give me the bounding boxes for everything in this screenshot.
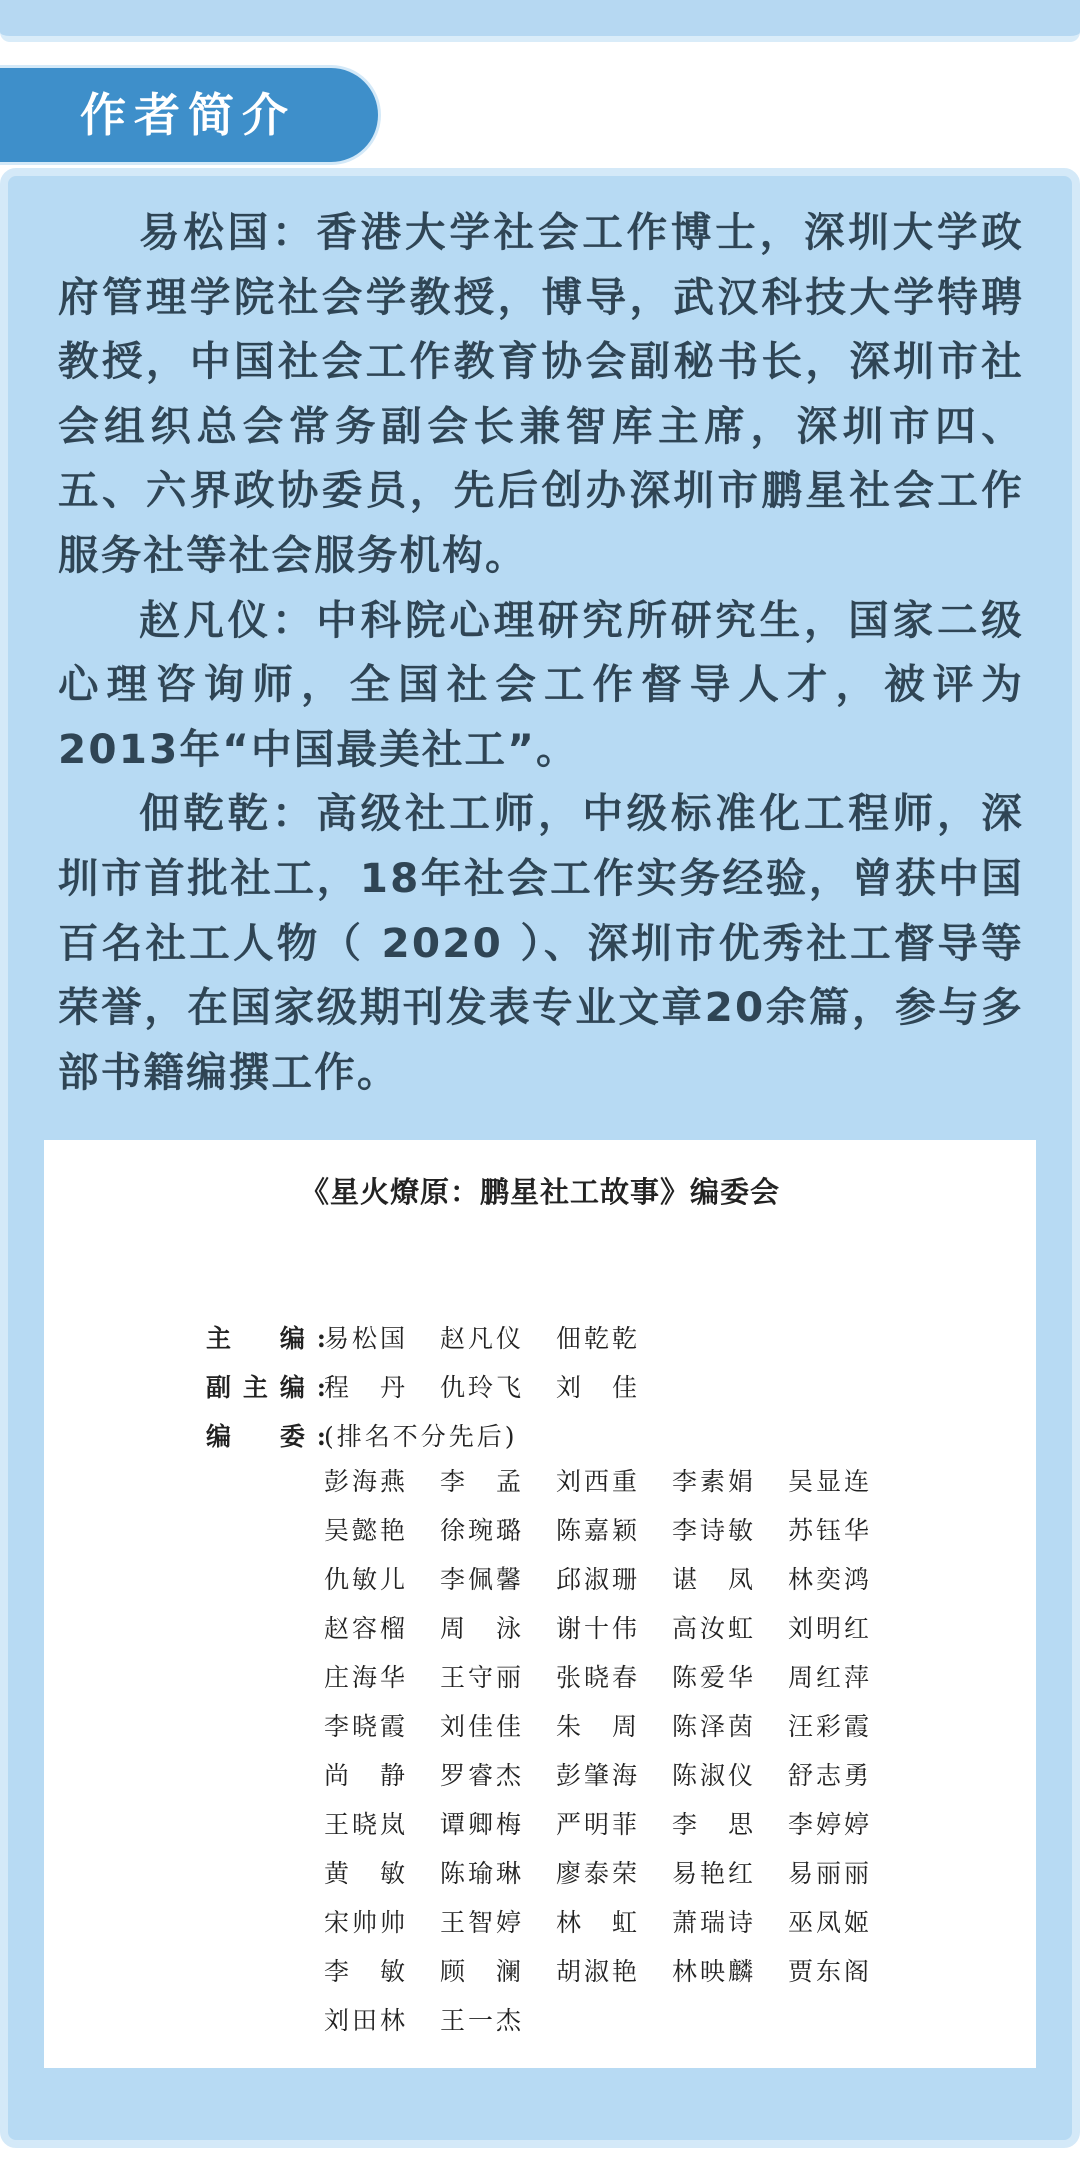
deputy-editor-label: 副主编: xyxy=(206,1373,326,1402)
member-name: 陈嘉颖 xyxy=(556,1516,641,1545)
member-name: 王智婷 xyxy=(440,1908,525,1937)
member-row xyxy=(324,1805,904,1854)
member-name: 邱淑珊 xyxy=(556,1565,641,1594)
member-name: 谢十伟 xyxy=(556,1614,641,1643)
top-decorative-strip xyxy=(0,0,1080,38)
member-row xyxy=(324,1511,904,1560)
member-row xyxy=(324,1462,904,1511)
members-order-note: (排名不分先后) xyxy=(324,1422,518,1451)
deputy-editor-name: 刘 佳 xyxy=(556,1373,641,1402)
member-name: 谭卿梅 xyxy=(440,1810,525,1839)
member-name: 舒志勇 xyxy=(788,1761,873,1790)
member-name: 林映麟 xyxy=(672,1957,757,1986)
member-name: 仇敏儿 xyxy=(324,1565,409,1594)
member-name: 王晓岚 xyxy=(324,1810,409,1839)
member-row xyxy=(324,2001,904,2050)
member-name: 罗睿杰 xyxy=(440,1761,525,1790)
member-name: 易丽丽 xyxy=(788,1859,873,1888)
member-name: 彭海燕 xyxy=(324,1467,409,1496)
member-name: 廖泰荣 xyxy=(556,1859,641,1888)
member-name: 李 敏 xyxy=(324,1957,409,1986)
members-label: 编 委: xyxy=(206,1422,326,1451)
member-grid xyxy=(324,1462,904,2050)
member-name: 李晓霞 xyxy=(324,1712,409,1741)
member-name: 张晓春 xyxy=(556,1663,641,1692)
member-name: 顾 澜 xyxy=(440,1957,525,1986)
member-row xyxy=(324,1952,904,2001)
member-name: 林 虹 xyxy=(556,1908,641,1937)
member-row xyxy=(324,1756,904,1805)
member-name: 陈淑仪 xyxy=(672,1761,757,1790)
committee-scan xyxy=(44,1140,1036,2068)
committee-title: 《星火燎原：鹏星社工故事》编委会 xyxy=(299,1175,780,1209)
member-name: 林奕鸿 xyxy=(788,1565,873,1594)
member-name: 刘明红 xyxy=(788,1614,873,1643)
member-name: 刘西重 xyxy=(556,1467,641,1496)
member-name: 徐琬璐 xyxy=(440,1516,525,1545)
member-name: 谌 凤 xyxy=(672,1565,757,1594)
chief-editor-name: 易松国 xyxy=(324,1324,409,1353)
member-name: 李 思 xyxy=(672,1810,757,1839)
bio-paragraph-zhao: 赵凡仪：中科院心理研究所研究生，国家二级心理咨询师，全国社会工作督导人才，被评为2013年“中国最美社工”。 xyxy=(58,595,1024,773)
member-row xyxy=(324,1903,904,1952)
chief-editor-name: 佃乾乾 xyxy=(556,1324,641,1353)
member-name: 王一杰 xyxy=(440,2006,525,2035)
member-row xyxy=(324,1854,904,1903)
chief-editor-row xyxy=(324,1319,672,1359)
member-name: 李素娟 xyxy=(672,1467,757,1496)
member-name: 宋帅帅 xyxy=(324,1908,409,1937)
member-name: 李佩馨 xyxy=(440,1565,525,1594)
member-name: 李婷婷 xyxy=(788,1810,873,1839)
member-name: 胡淑艳 xyxy=(556,1957,641,1986)
deputy-editor-name: 程 丹 xyxy=(324,1373,409,1402)
member-name: 王守丽 xyxy=(440,1663,525,1692)
member-name: 易艳红 xyxy=(672,1859,757,1888)
member-name: 吴懿艳 xyxy=(324,1516,409,1545)
member-name: 陈泽茵 xyxy=(672,1712,757,1741)
member-name: 刘田林 xyxy=(324,2006,409,2035)
member-name: 陈爱华 xyxy=(672,1663,757,1692)
member-name: 李诗敏 xyxy=(672,1516,757,1545)
member-name: 萧瑞诗 xyxy=(672,1908,757,1937)
member-name: 苏钰华 xyxy=(788,1516,873,1545)
member-name: 朱 周 xyxy=(556,1712,641,1741)
member-name: 黄 敏 xyxy=(324,1859,409,1888)
bio-paragraph-dian: 佃乾乾：高级社工师，中级标准化工程师，深圳市首批社工，18年社会工作实务经验，曾获中国百名社工人物（ 2020 ）、深圳市优秀社工督导等荣誉，在国家级期刊发表专业文章20余篇，参与多部书籍编撰工作。 xyxy=(58,789,1024,1096)
section-title-tab: 作者简介 xyxy=(0,68,378,162)
top-panel-edge xyxy=(0,0,1080,42)
member-name: 刘佳佳 xyxy=(440,1712,525,1741)
member-name: 贾东阁 xyxy=(788,1957,873,1986)
member-name: 尚 静 xyxy=(324,1761,409,1790)
member-row xyxy=(324,1560,904,1609)
member-name: 周 泳 xyxy=(440,1614,525,1643)
member-name: 赵容榴 xyxy=(324,1614,409,1643)
member-name: 巫凤姬 xyxy=(788,1908,873,1937)
bio-paragraph-yi: 易松国：香港大学社会工作博士，深圳大学政府管理学院社会学教授，博导，武汉科技大学特聘教授，中国社会工作教育协会副秘书长，深圳市社会组织总会常务副会长兼智库主席，深圳市四、五、六界政协委员，先后创办深圳市鹏星社会工作服务社等社会服务机构。 xyxy=(58,208,1024,579)
deputy-editor-name: 仇玲飞 xyxy=(440,1373,525,1402)
member-name: 吴显连 xyxy=(788,1467,873,1496)
member-row xyxy=(324,1609,904,1658)
member-row xyxy=(324,1658,904,1707)
member-name: 李 孟 xyxy=(440,1467,525,1496)
member-name: 高汝虹 xyxy=(672,1614,757,1643)
member-name: 庄海华 xyxy=(324,1663,409,1692)
chief-editor-name: 赵凡仪 xyxy=(440,1324,525,1353)
member-name: 汪彩霞 xyxy=(788,1712,873,1741)
deputy-editor-row xyxy=(324,1368,672,1408)
member-name: 陈瑜琳 xyxy=(440,1859,525,1888)
member-name: 周红萍 xyxy=(788,1663,873,1692)
member-row xyxy=(324,1707,904,1756)
member-name: 严明菲 xyxy=(556,1810,641,1839)
member-name: 彭肇海 xyxy=(556,1761,641,1790)
chief-editor-label: 主 编: xyxy=(206,1324,326,1353)
bio-text xyxy=(58,200,1024,1104)
